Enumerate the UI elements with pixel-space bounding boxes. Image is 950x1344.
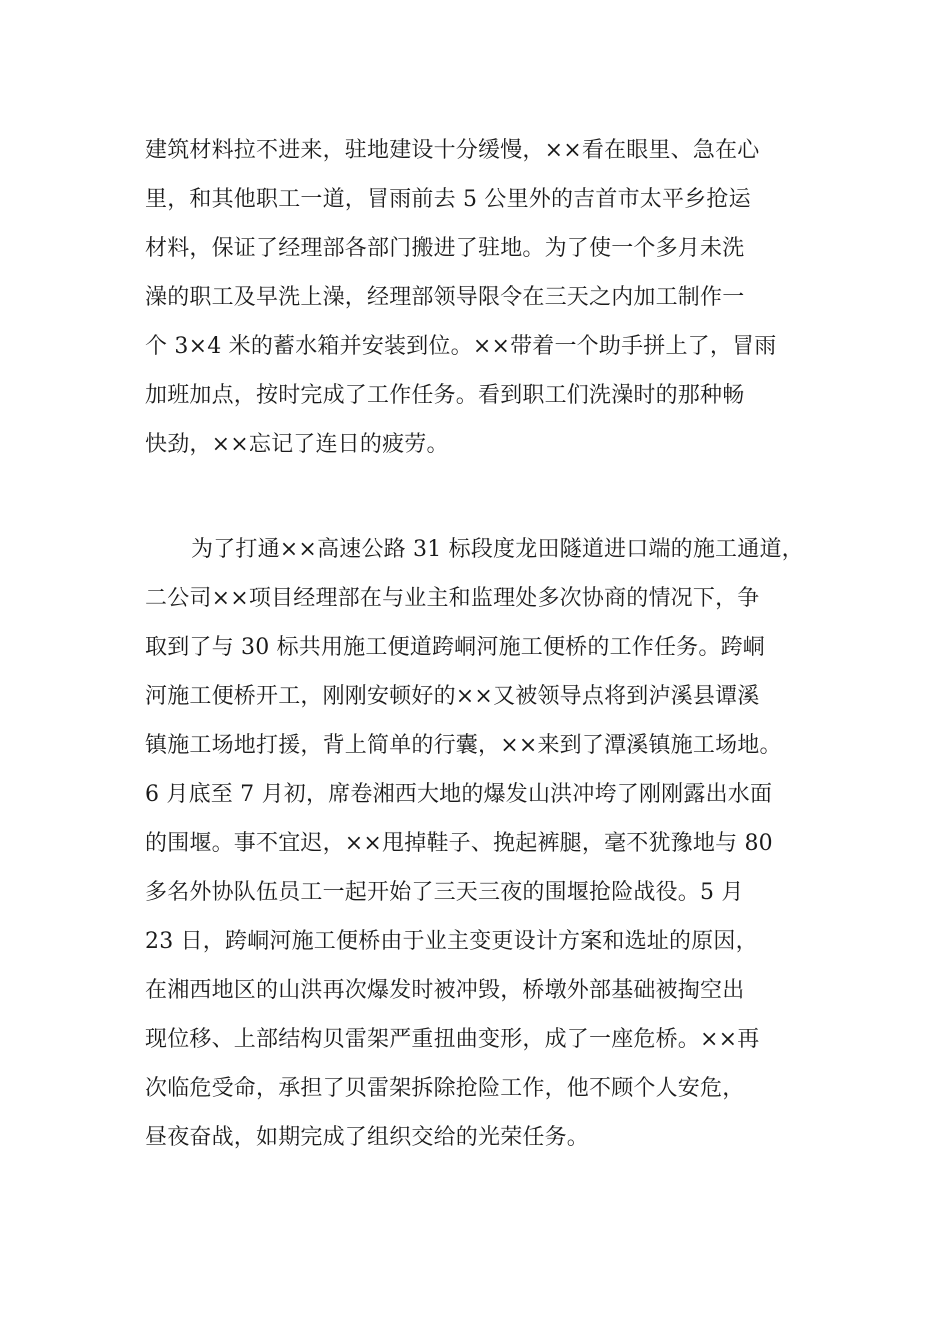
text-line: 加班加点，按时完成了工作任务。看到职工们洗澡时的那种畅 [145,383,745,408]
text-line: 镇施工场地打援，背上简单的行囊，××来到了潭溪镇施工场地。 [145,733,782,758]
text-line: 材料，保证了经理部各部门搬进了驻地。为了使一个多月未洗 [145,236,745,261]
text-line: 建筑材料拉不进来，驻地建设十分缓慢，××看在眼里、急在心 [145,138,760,163]
text-line: 快劲，××忘记了连日的疲劳。 [145,432,449,457]
text-line: 多名外协队伍员工一起开始了三天三夜的围堰抢险战役。5 月 [145,880,744,905]
text-line: 二公司××项目经理部在与业主和监理处多次协商的情况下，争 [145,586,760,611]
text-line: 现位移、上部结构贝雷架严重扭曲变形，成了一座危桥。××再 [145,1027,760,1052]
text-line: 6 月底至 7 月初，席卷湘西大地的爆发山洪冲垮了刚刚露出水面 [145,782,773,807]
text-line: 澡的职工及早洗上澡，经理部领导限令在三天之内加工制作一 [145,285,745,310]
paragraph-2 [145,525,805,1162]
text-line: 为了打通××高速公路 31 标段度龙田隧道进口端的施工通道， [191,537,804,562]
text-line: 昼夜奋战，如期完成了组织交给的光荣任务。 [145,1125,590,1150]
text-line: 里，和其他职工一道，冒雨前去 5 公里外的吉首市太平乡抢运 [145,187,751,212]
text-line: 的围堰。事不宜迟，××甩掉鞋子、挽起裤腿，毫不犹豫地与 80 [145,831,773,856]
text-line: 个 3×4 米的蓄水箱并安装到位。××带着一个助手拼上了，冒雨 [145,334,777,359]
paragraph-1 [145,126,805,469]
text-line: 取到了与 30 标共用施工便道跨峒河施工便桥的工作任务。跨峒 [145,635,765,660]
text-line: 河施工便桥开工，刚刚安顿好的××又被领导点将到泸溪县谭溪 [145,684,760,709]
text-line: 在湘西地区的山洪再次爆发时被冲毁，桥墩外部基础被掏空出 [145,978,745,1003]
text-line: 23 日，跨峒河施工便桥由于业主变更设计方案和选址的原因， [145,929,758,954]
text-line: 次临危受命，承担了贝雷架拆除抢险工作，他不顾个人安危， [145,1076,745,1101]
